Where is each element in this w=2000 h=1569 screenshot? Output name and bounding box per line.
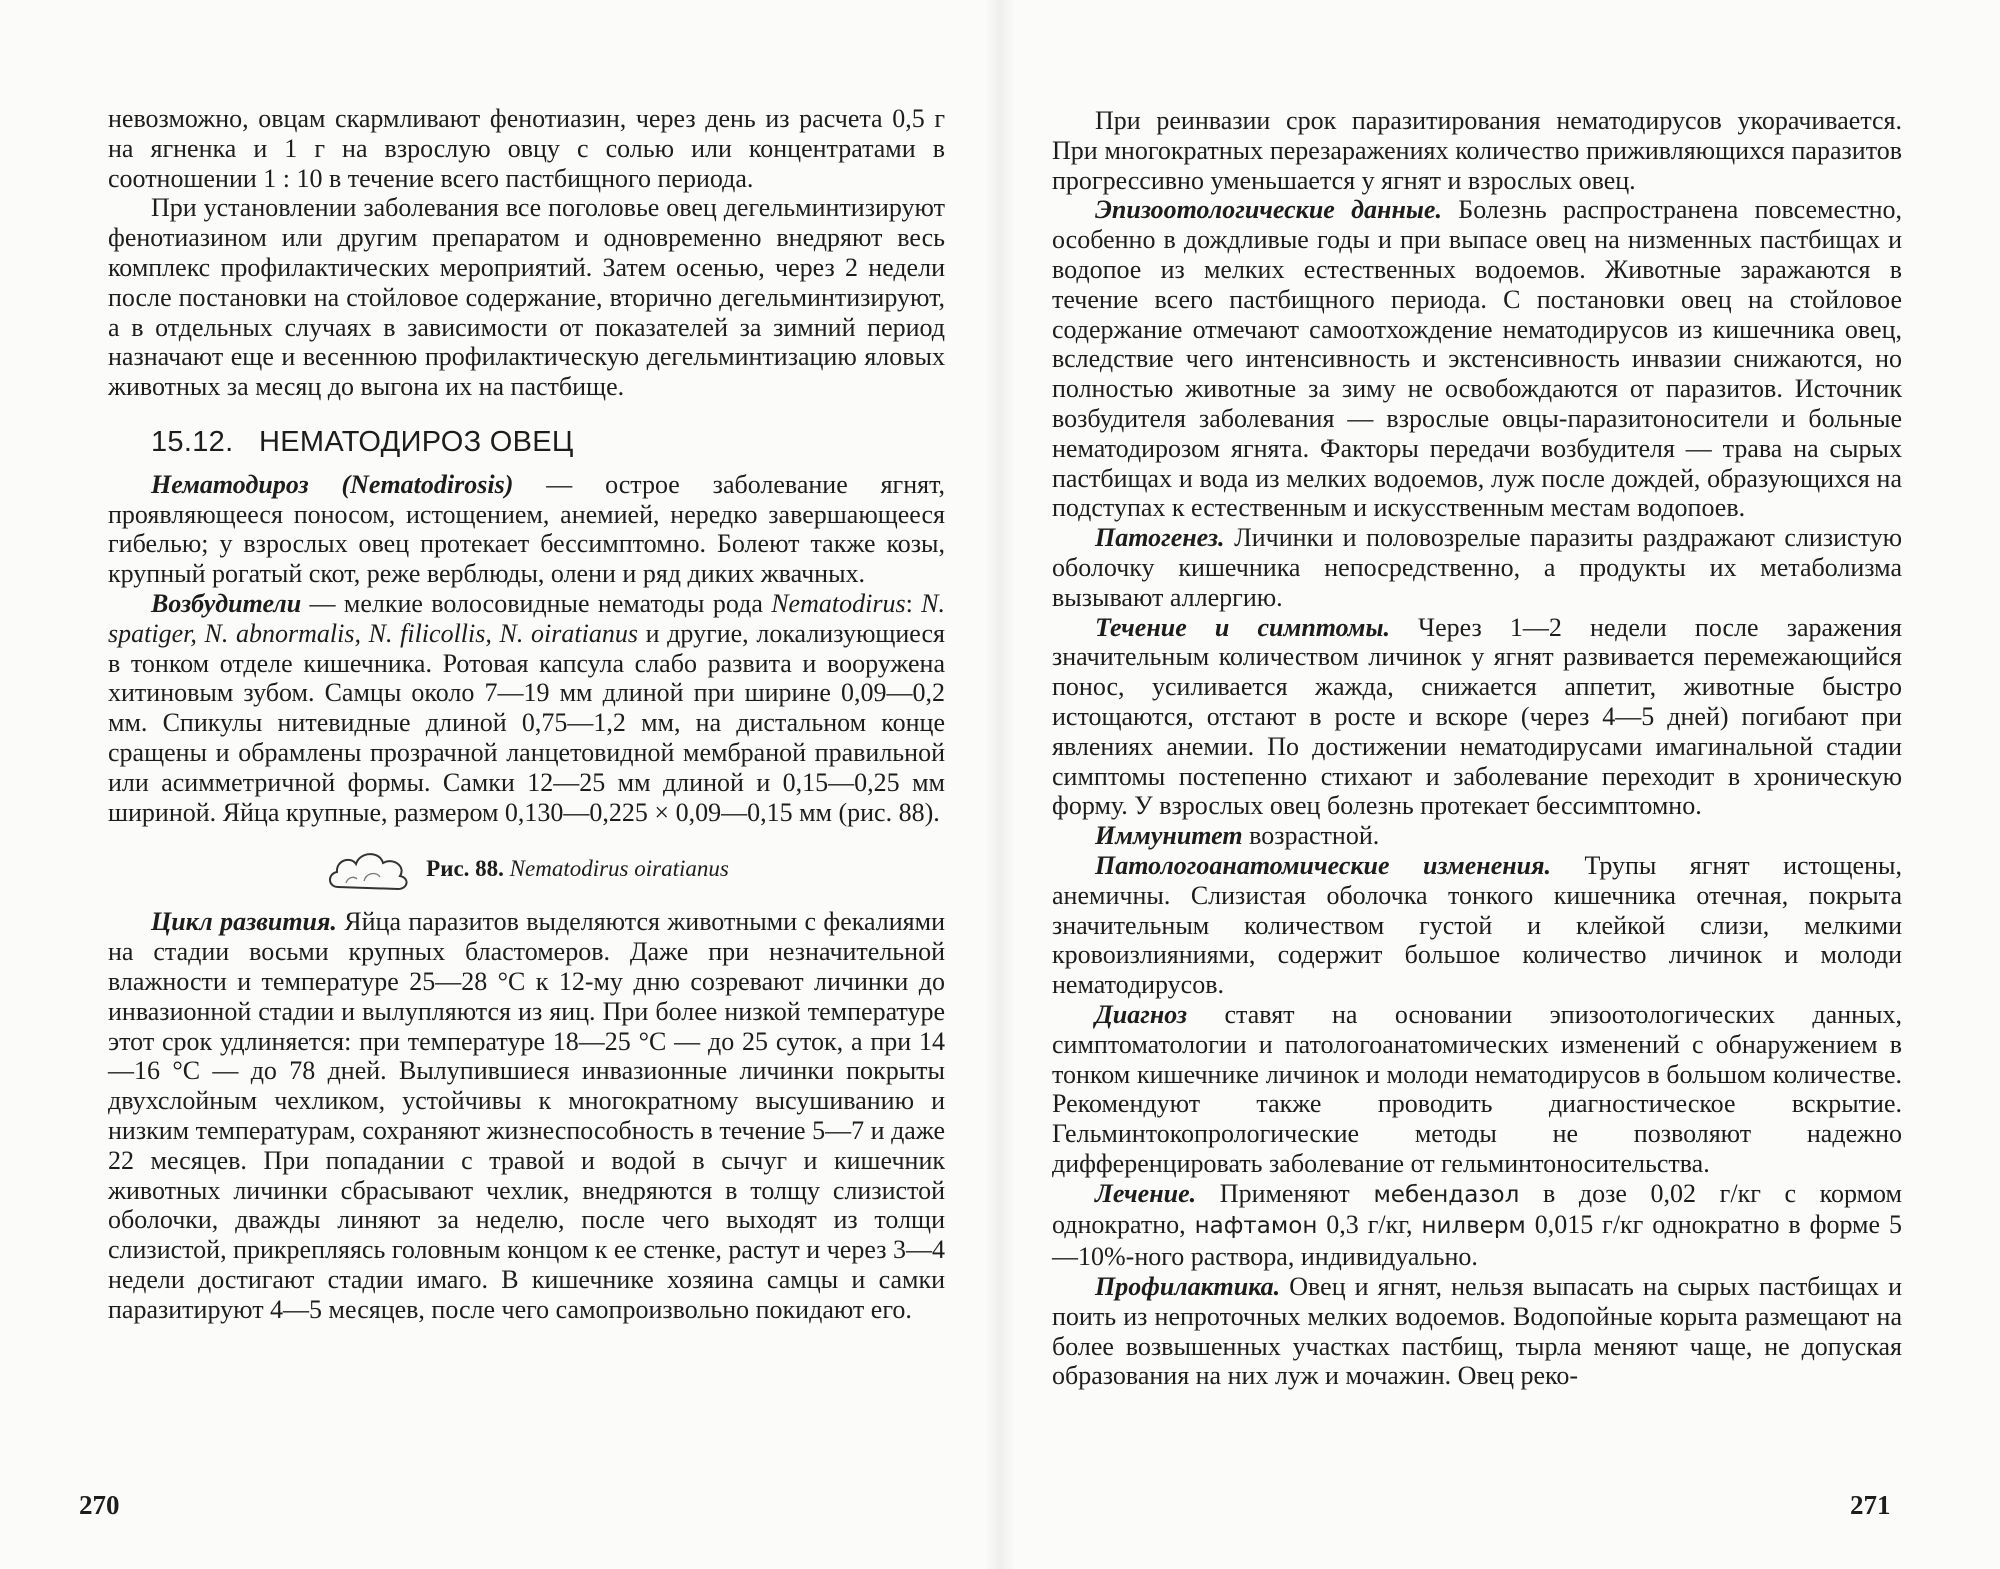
symptoms-text: Через 1—2 недели после заражения значительным количеством личинок у ягнят развивается перемежающийся понос, усиливается жажда, снижается аппетит, животные быстро истощаются, отстают в росте и вскоре (через 4—5 дней) погибают при явлениях анемии. По достижении нематодирусами имагинальной стадии симптомы постепенно стихают и заболевание переходит в хроническую форму. У взрослых овец болезнь протекает бессимптомно. [1052,612,1902,821]
symptoms-lead: Течение и симптомы. [1095,612,1391,642]
immunity-text: возрастной. [1242,821,1380,851]
paragraph-pathogenesis [1052,523,1902,612]
life-cycle-lead: Цикл развития. [151,907,337,937]
paragraph-pathogens [108,589,945,827]
left-page-text [108,104,945,1324]
definition-text: — острое заболевание ягнят, проявляющееся поносом, истощением, анемией, нередко завершающееся гибелью; у взрослых овец протекает бессимптомно. Болеют также козы, крупный рогатый скот, реже верблюды, олени и ряд диких жвачных. [108,469,945,589]
immunity-lead: Иммунитет [1095,821,1243,851]
drug-name: нилверм [1421,1213,1526,1240]
pathogenesis-lead: Патогенез. [1095,523,1225,553]
section-title: НЕМАТОДИРОЗ ОВЕЦ [259,425,574,458]
paragraph-epizootology [1052,195,1902,523]
treatment-text: 0,015 г/кг однократно в форме 5—10%-ного раствора, индивидуально. [1052,1210,1902,1272]
figure-caption [426,854,729,884]
page-number: 271 [1850,1490,1891,1520]
prevention-text: Овец и ягнят, нельзя выпасать на сырых пастбищах и поить из непроточных мелких водоемов. Водопойные корыта размещают на более возвышенных участках пастбищ, тырла меняют чаще, не допуская образования на них луж и мочажин. Овец реко- [1052,1272,1902,1391]
pathogens-text: — мелкие волосовидные нематоды рода [301,588,772,618]
paragraph-life-cycle [108,907,945,1324]
paragraph-definition [108,470,945,589]
prevention-lead: Профилактика. [1095,1272,1281,1302]
paragraph-prevention [1052,1272,1902,1391]
paragraph-diagnosis [1052,1000,1902,1179]
paragraph-continued: невозможно, овцам скармливают фенотиазин, через день из расчета 0,5 г на ягненка и 1 г на взрослую овцу с солью или концентратами в соотношении 1 : 10 в течение всего пастбищного периода. [108,104,945,193]
cloud-icon [324,843,412,895]
pathogenesis-text: Личинки и половозрелые паразиты раздражают слизистую оболочку кишечника непосредственно, а продукты их метаболизма вызывают аллергию. [1052,523,1902,612]
figure-title: Nematodirus oiratianus [509,856,729,882]
paragraph-symptoms [1052,613,1902,822]
right-page [1000,0,2000,1569]
paragraph-degelminthization: При установлении заболевания все поголовье овец дегельминтизируют фенотиазином или другим препаратом и одновременно внедряют весь комплекс профилактических мероприятий. Затем осенью, через 2 недели после постановки на стойловое содержание, вторично дегельминтизируют, а в отдельных случаях в зависимости от показателей за зимний период назначают еще и весеннюю профилактическую дегельминтизацию яловых животных за месяц до выгона их на пастбище. [108,193,945,402]
figure-label: Рис. 88. [426,856,504,882]
pathology-text: Трупы ягнят истощены, анемичны. Слизистая оболочка тонкого кишечника отечная, покрыта значительным количеством густой и клейкой слизи, мелкими кровоизлияниями, содержит большое количество личинок и молоди нематодирусов. [1052,850,1902,1000]
genus-name: Nematodirus [771,588,906,618]
life-cycle-text: Яйца паразитов выделяются животными с фекалиями на стадии восьми крупных бластомеров. Даже при незначительной влажности и температуре 25—28 °С к 12-му дню созревают личинки до инвазионной стадии и вылупляются из яиц. При более низкой температуре этот срок удлиняется: при температуре 18—25 °С — до 25 суток, а при 14—16 °С — до 78 дней. Вылупившиеся инвазионные личинки покрыты двухслойным чехликом, устойчивы к многократному высушиванию и низким температурам, сохраняют жизнеспособность в течение 5—7 и даже 22 месяцев. При попадании с травой и водой в сычуг и кишечник животных личинки сбрасывают чехлик, внедряются в толщу слизистой оболочки, дважды линяют за неделю, после чего выходят из толщи слизистой, прикрепляясь головным концом к ее стенке, растут и через 3—4 недели достигают стадии имаго. В кишечнике хозяина самцы и самки паразитируют 4—5 месяцев, после чего самопроизвольно покидают его. [108,907,945,1324]
pathogens-text: : [905,588,922,618]
pathology-lead: Патологоанатомические изменения. [1095,850,1552,880]
section-heading [151,425,945,458]
drug-name: мебендазол [1373,1181,1520,1208]
drug-name: нафтамон [1194,1213,1318,1240]
species-names: N. spatiger, N. abnormalis, N. filicollis, N. oiratianus [108,588,945,648]
pathogens-lead: Возбудители [151,588,302,618]
section-number: 15.12. [151,425,234,458]
treatment-text: в дозе 0,02 г/кг с кормом однократно, [1052,1178,1903,1240]
right-page-text [1052,106,1902,1391]
treatment-lead: Лечение. [1095,1178,1197,1208]
paragraph-treatment [1052,1179,1902,1272]
paragraph-immunity [1052,821,1902,851]
page-number: 270 [79,1490,120,1520]
epizootology-lead: Эпизоотологические данные. [1095,195,1442,225]
diagnosis-lead: Диагноз [1095,999,1188,1029]
paragraph-pathology [1052,851,1902,1000]
treatment-text: Применяют [1196,1178,1374,1208]
figure-88 [108,841,945,897]
epizootology-text: Болезнь распространена повсеместно, особенно в дождливые годы и при выпасе овец на низменных пастбищах и водопое из мелких естественных водоемов. Животные заражаются в течение всего пастбищного периода. С постановки овец на стойловое содержание отмечают самоотхождение нематодирусов из кишечника овец, вследствие чего интенсивность и экстенсивность инвазии снижаются, но полностью животные за зиму не освобождаются от паразитов. Источник возбудителя заболевания — взрослые овцы-паразитоносители и больные нематодирозом ягнята. Факторы передачи возбудителя — трава на сырых пастбищах и вода из мелких водоемов, луж после дождей, образующихся на подступах к естественным и искусственным местам водопоев. [1052,195,1903,523]
treatment-text: 0,3 г/кг, [1317,1210,1422,1240]
paragraph-reinvasion: При реинвазии срок паразитирования нематодирусов укорачивается. При многократных перезаражениях количество приживляющихся паразитов прогрессивно уменьшается у ягнят и взрослых овец. [1052,106,1902,195]
pathogens-text: и другие, локализующиеся в тонком отделе кишечника. Ротовая капсула слабо развита и вооружена хитиновым зубом. Самцы около 7—19 мм длиной при ширине 0,09—0,2 мм. Спикулы нитевидные длиной 0,75—1,2 мм, на дистальном конце сращены и обрамлены прозрачной ланцетовидной мембраной правильной или асимметричной формы. Самки 12—25 мм длиной и 0,15—0,25 мм шириной. Яйца крупные, размером 0,130—0,225 × 0,09—0,15 мм (рис. 88). [108,618,945,827]
definition-lead: Нематодироз (Nematodirosis) [151,469,514,499]
diagnosis-text: ставят на основании эпизоотологических данных, симптоматологии и патологоанатомических изменений с обнаружением в тонком кишечнике личинок и молоди нематодирусов в большом количестве. Рекомендуют также проводить диагностическое вскрытие. Гельминтокопрологические методы не позволяют надежно дифференцировать заболевание от гельминтоносительства. [1052,999,1902,1178]
